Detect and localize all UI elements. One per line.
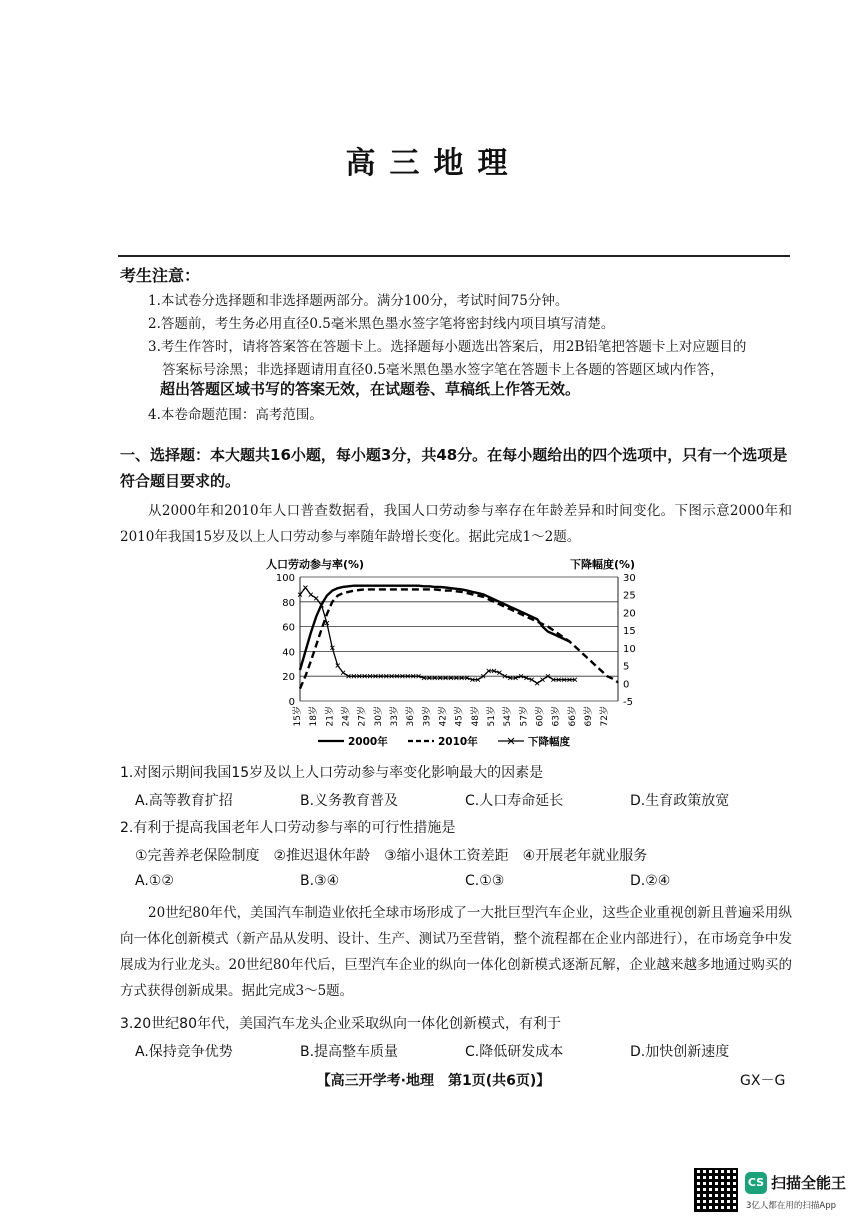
page-footer: 【高三开学考·地理 第1页(共6页)】 <box>316 1073 551 1089</box>
right-tick-label: 20 <box>623 608 636 620</box>
x-tick-label: 24岁 <box>341 706 352 727</box>
right-tick-label: 5 <box>623 661 630 673</box>
x-tick-label: 57岁 <box>519 706 530 727</box>
right-axis-title: 下降幅度(%) <box>570 558 636 571</box>
title-divider <box>118 255 790 257</box>
option-c: C.①③ <box>465 873 505 889</box>
notice-item: 4.本卷命题范围：高考范围。 <box>148 407 323 423</box>
scanner-logo-icon: CS <box>745 1172 767 1194</box>
x-tick-label: 18岁 <box>309 706 320 727</box>
chart-legend <box>318 735 570 748</box>
option-a: A.保持竞争优势 <box>135 1044 233 1060</box>
scanner-app-name: 扫描全能王 <box>771 1174 847 1192</box>
x-axis-ticks <box>291 706 610 726</box>
left-tick-label: 80 <box>282 597 295 609</box>
notice-heading: 考生注意： <box>120 266 201 285</box>
x-tick-label: 51岁 <box>487 706 498 727</box>
section-heading: 一、选择题：本大题共16小题，每小题3分，共48分。在每小题给出的四个选项中，只有一个选项是符合题目要求的。 <box>120 446 788 490</box>
x-tick-label: 66岁 <box>567 706 578 727</box>
labor-participation-chart <box>250 555 650 755</box>
x-tick-label: 45岁 <box>454 706 465 727</box>
paper-code: GX－G <box>740 1073 786 1089</box>
series-line-2000年 <box>300 586 570 670</box>
data-point-cross <box>314 596 318 600</box>
left-axis-ticks <box>276 573 295 708</box>
notice-item: 1.本试卷分选择题和非选择题两部分。满分100分，考试时间75分钟。 <box>148 293 569 309</box>
legend-label: 下降幅度 <box>528 736 570 748</box>
right-axis-ticks <box>623 573 636 708</box>
notice-item: 答案标号涂黑；非选择题请用直径0.5毫米黑色墨水签字笔在答题卡上各题的答题区域内作答， <box>162 362 724 378</box>
right-tick-label: 0 <box>623 679 630 691</box>
scanner-tagline: 3亿人都在用的扫描App <box>746 1201 837 1211</box>
option-b: B.提高整车质量 <box>300 1044 399 1060</box>
x-tick-label: 60岁 <box>535 706 546 727</box>
question-2: 2.有利于提高我国老年人口劳动参与率的可行性措施是 <box>120 820 456 836</box>
x-tick-label: 33岁 <box>390 706 401 727</box>
left-tick-label: 0 <box>288 697 295 708</box>
option-d: D.生育政策放宽 <box>630 793 730 809</box>
left-tick-label: 40 <box>282 647 295 659</box>
x-tick-label: 42岁 <box>438 706 449 727</box>
x-tick-label: 54岁 <box>503 706 514 727</box>
option-b: B.③④ <box>300 873 340 889</box>
option-d: D.②④ <box>630 873 671 889</box>
passage-2: 20世纪80年代，美国汽车制造业依托全球市场形成了一大批巨型汽车企业，这些企业重视创新且普遍采用纵向一体化创新模式（新产品从发明、设计、生产、测试乃至营销，整个流程都在企业内部进行），在市场竞争中发展成为行业龙头。20世纪80年代后，巨型汽车企业的纵向一体化创新模式逐渐瓦解，企业越来越多地通过购买的方式获得创新成果。据此完成3～5题。 <box>120 905 792 999</box>
left-tick-label: 20 <box>282 672 295 684</box>
data-point-cross <box>541 678 545 682</box>
x-tick-label: 27岁 <box>357 706 368 727</box>
data-point-cross <box>341 671 345 675</box>
x-tick-label: 72岁 <box>600 706 611 727</box>
right-tick-label: -5 <box>623 697 633 708</box>
right-tick-label: 10 <box>623 643 636 655</box>
x-tick-label: 39岁 <box>422 706 433 727</box>
left-tick-label: 60 <box>282 622 295 634</box>
notice-item: 2.答题前，考生务必用直径0.5毫米黑色墨水签字笔将密封线内项目填写清楚。 <box>148 316 615 332</box>
qr-code-icon <box>694 1168 738 1212</box>
x-tick-label: 15岁 <box>293 706 303 727</box>
data-point-cross <box>535 681 539 685</box>
option-c: C.人口寿命延长 <box>465 793 564 809</box>
x-tick-label: 21岁 <box>325 706 336 727</box>
data-point-cross <box>303 586 307 590</box>
notice-item-emphasis: 超出答题区域书写的答案无效，在试题卷、草稿纸上作答无效。 <box>160 380 581 398</box>
series-line-2010年 <box>300 589 618 688</box>
legend-label: 2000年 <box>348 736 388 748</box>
left-tick-label: 100 <box>275 573 295 584</box>
chart-series <box>298 586 618 689</box>
x-tick-label: 69岁 <box>584 706 595 727</box>
legend-label: 2010年 <box>438 736 478 748</box>
option-a: A.高等教育扩招 <box>135 793 233 809</box>
question-1: 1.对图示期间我国15岁及以上人口劳动参与率变化影响最大的因素是 <box>120 765 544 781</box>
notice-item: 3.考生作答时，请将答案答在答题卡上。选择题每小题选出答案后，用2B铅笔把答题卡上对应题目的 <box>148 339 747 355</box>
option-b: B.义务教育普及 <box>300 793 399 809</box>
question-3: 3.20世纪80年代，美国汽车龙头企业采取纵向一体化创新模式，有利于 <box>120 1016 561 1032</box>
option-a: A.①② <box>135 873 174 889</box>
x-tick-label: 30岁 <box>373 706 384 727</box>
data-point-cross <box>309 593 313 597</box>
question-2-statements: ①完善养老保险制度 ②推迟退休年龄 ③缩小退休工资差距 ④开展老年就业服务 <box>135 848 648 864</box>
chart-grid <box>300 577 618 701</box>
left-axis-title: 人口劳动参与率(%) <box>266 558 365 571</box>
right-tick-label: 15 <box>623 626 636 638</box>
page-title: 高三地理 <box>345 146 522 181</box>
x-tick-label: 48岁 <box>470 706 481 727</box>
right-tick-label: 30 <box>623 573 636 584</box>
option-d: D.加快创新速度 <box>630 1044 730 1060</box>
option-c: C.降低研发成本 <box>465 1044 564 1060</box>
right-tick-label: 25 <box>623 590 636 602</box>
x-tick-label: 36岁 <box>406 706 417 727</box>
passage-1: 从2000年和2010年人口普查数据看，我国人口劳动参与率存在年龄差异和时间变化。下图示意2000年和2010年我国15岁及以上人口劳动参与率随年龄增长变化。据此完成1～2题。 <box>120 503 792 545</box>
x-tick-label: 63岁 <box>551 706 562 727</box>
